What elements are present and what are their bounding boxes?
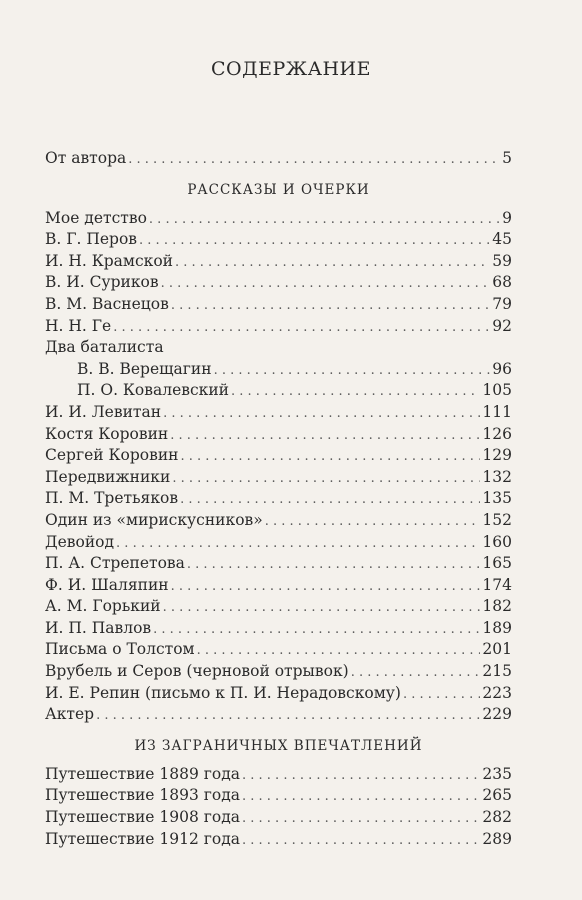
toc-entry-label: А. М. Горький	[45, 597, 161, 616]
dot-leader	[351, 661, 481, 684]
toc-entry	[45, 575, 512, 597]
toc-entry-page: 282	[482, 808, 512, 827]
toc-entry-label: П. М. Третьяков	[45, 489, 179, 508]
toc-entry-label: И. П. Павлов	[45, 618, 152, 637]
toc-entry	[45, 294, 512, 316]
dot-leader	[171, 575, 481, 598]
dot-leader	[139, 229, 490, 252]
toc-entry	[45, 424, 512, 446]
toc-entry-page: 59	[492, 251, 512, 270]
dot-leader	[153, 618, 480, 641]
section-heading-travel: ИЗ ЗАГРАНИЧНЫХ ВПЕЧАТЛЕНИЙ	[134, 737, 423, 754]
toc-entry-page: 289	[482, 829, 512, 848]
toc-entry-page: 92	[492, 316, 512, 335]
toc-entry-label: Актер	[45, 705, 95, 724]
toc-entry	[45, 661, 512, 683]
dot-leader	[161, 272, 491, 295]
dot-leader	[96, 704, 480, 727]
dot-leader	[163, 402, 480, 425]
toc-entry-page: 265	[482, 786, 512, 805]
toc-entry	[45, 467, 512, 489]
toc-entry-label: И. Н. Крамской	[45, 251, 173, 270]
toc-entry-label: Ф. И. Шаляпин	[45, 575, 169, 594]
dot-leader	[175, 251, 490, 274]
toc-entry-label: Путешествие 1889 года	[45, 764, 240, 783]
dot-leader	[180, 488, 480, 511]
toc-entry-page: 201	[482, 640, 512, 659]
toc-entry-label: В. В. Верещагин	[77, 359, 212, 378]
toc-entry-label: Один из «мирискусников»	[45, 510, 263, 529]
dot-leader	[197, 639, 481, 662]
toc-entry-label: Мое детство	[45, 208, 147, 227]
dot-leader	[214, 359, 491, 382]
dot-leader	[231, 380, 480, 403]
toc-entry-page: 126	[482, 424, 512, 443]
toc-entry	[45, 683, 512, 705]
dot-leader	[242, 785, 480, 808]
toc-entry	[45, 829, 512, 851]
toc-entry	[45, 785, 512, 807]
dot-leader	[403, 683, 480, 706]
toc-entry	[45, 704, 512, 726]
toc-entry-label: Передвижники	[45, 467, 171, 486]
toc-entry-page: 79	[492, 294, 512, 313]
toc-entry-sub	[45, 380, 512, 402]
toc-entry-page: 111	[482, 402, 512, 421]
toc-entry-label: Два баталиста	[45, 338, 164, 357]
toc-entry-label: От автора	[45, 149, 127, 167]
toc-entry-label: В. И. Суриков	[45, 273, 159, 292]
toc-entry	[45, 316, 512, 338]
page-title: СОДЕРЖАНИЕ	[211, 58, 371, 80]
dot-leader	[242, 764, 480, 787]
dot-leader	[149, 208, 500, 231]
toc-entry-page: 165	[482, 554, 512, 573]
dot-leader	[187, 553, 481, 576]
table-of-contents	[45, 148, 512, 850]
toc-entry-page: 229	[482, 705, 512, 724]
toc-entry	[45, 510, 512, 532]
dot-leader	[265, 510, 481, 533]
toc-entry	[45, 618, 512, 640]
toc-entry-label: Письма о Толстом	[45, 640, 195, 659]
toc-entry-label: Девойод	[45, 532, 115, 551]
dot-leader	[113, 316, 490, 339]
toc-entry-page: 135	[482, 489, 512, 508]
toc-entry	[45, 272, 512, 294]
toc-entry-label: Врубель и Серов (черновой отрывок)	[45, 662, 349, 681]
toc-entry-page: 223	[482, 683, 512, 702]
toc-entry-page: 182	[482, 597, 512, 616]
toc-entry-page: 174	[482, 575, 512, 594]
toc-entry-label: Путешествие 1893 года	[45, 786, 240, 805]
toc-entry	[45, 764, 512, 786]
toc-entry-page: 152	[482, 510, 512, 529]
toc-entry-label: В. Г. Перов	[45, 230, 138, 249]
toc-entry-label: Костя Коровин	[45, 424, 169, 443]
toc-entry-label: Путешествие 1912 года	[45, 829, 240, 848]
toc-entry	[45, 532, 512, 554]
toc-entry	[45, 488, 512, 510]
toc-entry-label: Н. Н. Ге	[45, 316, 112, 335]
dot-leader	[170, 424, 480, 447]
dot-leader	[116, 532, 480, 555]
toc-group-label	[45, 337, 512, 359]
toc-entry	[45, 229, 512, 251]
toc-entry-label: И. Е. Репин (письмо к П. И. Нерадовскому)	[45, 683, 401, 702]
toc-entry	[45, 445, 512, 467]
dot-leader	[180, 445, 480, 468]
toc-entry-label: П. О. Ковалевский	[77, 381, 230, 400]
toc-entry-label: П. А. Стрепетова	[45, 554, 185, 573]
toc-entry-page: 68	[492, 273, 512, 292]
toc-entry-label: В. М. Васнецов	[45, 294, 169, 313]
section-heading-stories: РАССКАЗЫ И ОЧЕРКИ	[187, 181, 370, 198]
toc-entry-label: И. И. Левитан	[45, 402, 162, 421]
toc-entry-page: 129	[482, 446, 512, 465]
dot-leader	[242, 829, 480, 852]
dot-leader	[242, 807, 480, 830]
toc-entry	[45, 639, 512, 661]
dot-leader	[128, 148, 500, 171]
dot-leader	[171, 294, 490, 317]
toc-entry-page: 5	[502, 149, 512, 167]
toc-entry	[45, 402, 512, 424]
toc-entry	[45, 208, 512, 230]
toc-entry-page: 9	[502, 208, 512, 227]
toc-entry	[45, 596, 512, 618]
toc-entry-page: 189	[482, 618, 512, 637]
toc-entry-page: 96	[492, 359, 512, 378]
toc-entry-page: 235	[482, 764, 512, 783]
toc-entry-page: 132	[482, 467, 512, 486]
toc-entry-page: 45	[492, 230, 512, 249]
dot-leader	[163, 596, 481, 619]
toc-entry-intro	[45, 148, 512, 170]
toc-entry-sub	[45, 359, 512, 381]
toc-entry-page: 105	[482, 381, 512, 400]
toc-entry-page: 215	[482, 662, 512, 681]
toc-entry-label: Сергей Коровин	[45, 446, 179, 465]
toc-entry-page: 160	[482, 532, 512, 551]
toc-entry-label: Путешествие 1908 года	[45, 808, 240, 827]
toc-entry	[45, 807, 512, 829]
toc-entry	[45, 553, 512, 575]
dot-leader	[172, 467, 480, 490]
toc-entry	[45, 251, 512, 273]
